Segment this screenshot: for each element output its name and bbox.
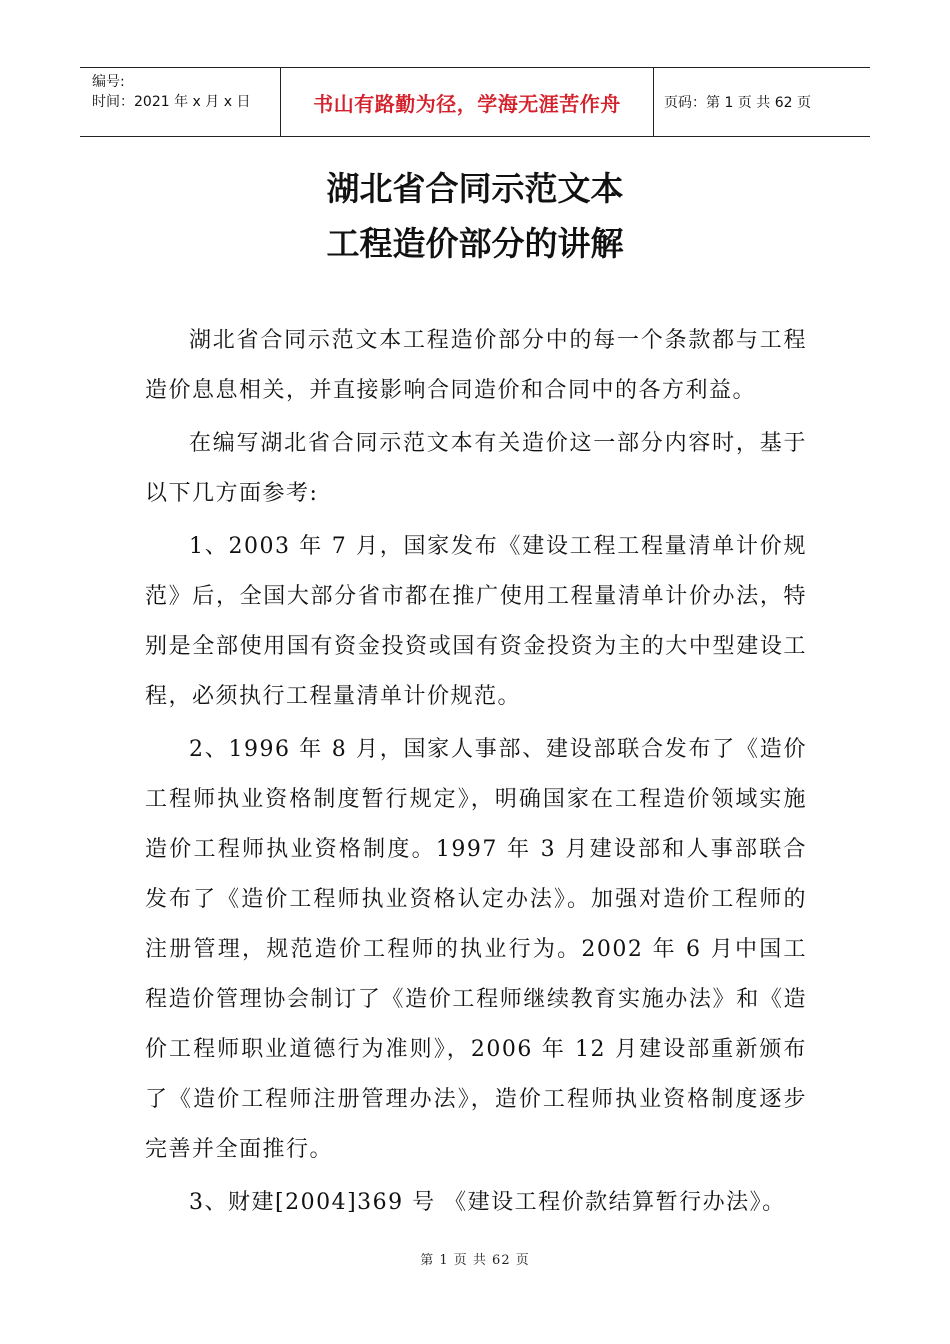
header-motto: 书山有路勤为径，学海无涯苦作舟 xyxy=(281,68,654,136)
document-body xyxy=(145,316,807,1228)
paragraph-basis: 在编写湖北省合同示范文本有关造价这一部分内容时，基于以下几方面参考: xyxy=(145,431,807,506)
page-footer: 第 1 页 共 62 页 xyxy=(420,1253,530,1268)
document-title-line-2: 工程造价部分的讲解 xyxy=(326,224,624,263)
document-time-label: 时间：2021 年 x 月 x 日 xyxy=(92,94,251,110)
paragraph-item-2: 2、1996 年 8 月，国家人事部、建设部联合发布了《造价工程师执业资格制度暂行规定》，明确国家在工程造价领域实施造价工程师执业资格制度。1997 年 3 月建设部和人事部联合发布了《造价工程师执业资格认定办法》。加强对造价工程师的注册管理，规范造价工程师的执业行为。2002 年 6 月中国工程造价管理协会制订了《造价工程师继续教育实施办法》和《造价工程师职业道德行为准则》，2006 年 12 月建设部重新颁布了《造价工程师注册管理办法》，造价工程师执业资格制度逐步完善并全面推行。 xyxy=(145,737,807,1162)
header-meta-cell xyxy=(80,68,281,136)
paragraph-item-3: 3、财建[2004]369 号 《建设工程价款结算暂行办法》。 xyxy=(189,1190,786,1215)
paragraph-intro: 湖北省合同示范文本工程造价部分中的每一个条款都与工程造价息息相关，并直接影响合同造价和合同中的各方利益。 xyxy=(145,328,807,403)
document-header xyxy=(80,67,870,137)
header-page-info: 页码：第 1 页 共 62 页 xyxy=(664,95,811,111)
document-number-label: 编号: xyxy=(92,74,125,90)
paragraph-item-1: 1、2003 年 7 月，国家发布《建设工程工程量清单计价规范》后，全国大部分省市都在推广使用工程量清单计价办法，特别是全部使用国有资金投资或国有资金投资为主的大中型建设工程，必须执行工程量清单计价规范。 xyxy=(145,534,807,709)
document-title-line-1: 湖北省合同示范文本 xyxy=(326,169,624,208)
